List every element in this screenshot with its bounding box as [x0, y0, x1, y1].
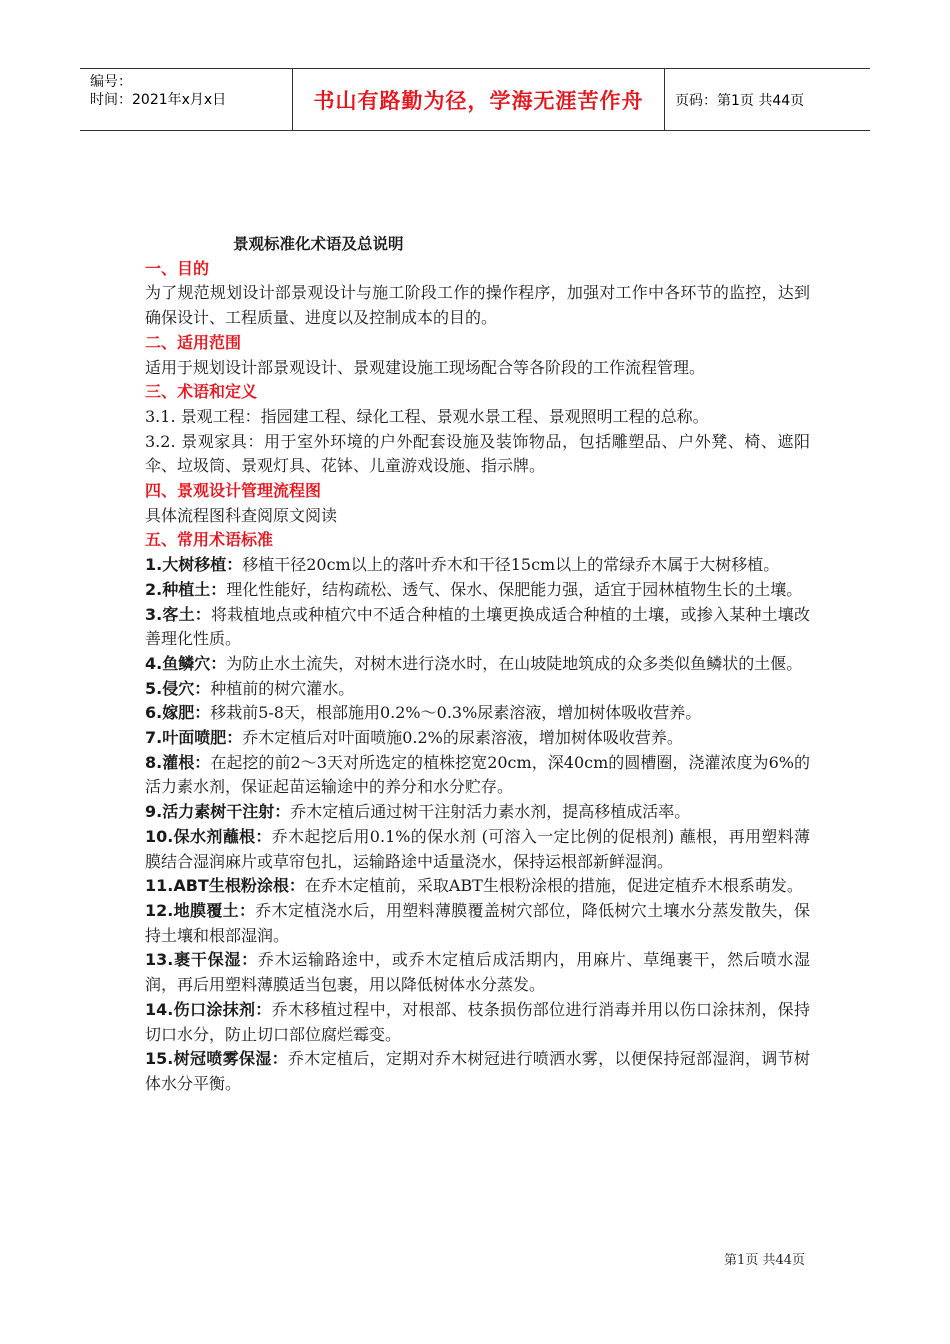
term-item: [145, 603, 810, 652]
term-name: 14.伤口涂抹剂：: [145, 999, 272, 1019]
term-name: 6.嫁肥：: [145, 703, 211, 723]
header-date: 时间：2021年x月x日: [90, 92, 227, 108]
term-name: 3.客土：: [145, 604, 211, 624]
header-page-number: 页码：第1页 共44页: [675, 92, 805, 109]
term-item: [145, 553, 810, 578]
page-footer-number: 第1页 共44页: [724, 1253, 805, 1268]
term-name: 12.地膜覆土：: [145, 900, 256, 920]
term-definition: 乔木运输路途中，或乔木定植后成活期内，用麻片、草绳裹干，然后喷水湿润，再后用塑料薄膜适当包裹，用以降低树体水分蒸发。: [145, 950, 810, 995]
page-header: [80, 68, 870, 131]
term-name: 7.叶面喷肥：: [145, 728, 243, 748]
section-text-purpose: 为了规范规划设计部景观设计与施工阶段工作的操作程序，加强对工作中各环节的监控，达到确保设计、工程质量、进度以及控制成本的目的。: [145, 283, 810, 328]
term-item: [145, 701, 810, 726]
term-definition: 乔木定植后，定期对乔木树冠进行喷洒水雾，以便保持冠部湿润，调节树体水分平衡。: [145, 1049, 810, 1093]
term-item: [145, 578, 810, 603]
term-definition: 将栽植地点或种植穴中不适合种植的土壤更换成适合种植的土壤，或掺入某种土壤改善理化性质。: [145, 604, 810, 649]
term-name: 13.裹干保湿：: [145, 950, 258, 970]
term-definition: 在起挖的前2～3天对所选定的植株挖宽20cm，深40cm的圆槽圈，浇灌浓度为6%的活力素水剂，保证起苗运输途中的养分和水分贮存。: [145, 752, 810, 797]
definition-paragraph: 3.1. 景观工程：指园建工程、绿化工程、景观水景工程、景观照明工程的总称。: [145, 406, 709, 426]
term-item: [145, 998, 810, 1047]
term-name: 2.种植土：: [145, 579, 227, 599]
term-name: 8.灌根：: [145, 752, 211, 772]
document-title: 景观标准化术语及总说明: [233, 235, 404, 253]
term-definition: 乔木定植后通过树干注射活力素水剂，提高移植成活率。: [290, 802, 691, 822]
term-item: [145, 677, 810, 702]
section-heading-scope: 二、适用范围: [145, 332, 242, 352]
header-number: 编号：: [90, 74, 132, 90]
term-item: [145, 899, 810, 948]
term-name: 1.大树移植：: [145, 555, 243, 575]
section-heading-flowchart: 四、景观设计管理流程图: [145, 481, 322, 501]
term-definition: 乔木定植后对叶面喷施0.2%的尿素溶液，增加树体吸收营养。: [242, 728, 683, 748]
term-name: 10.保水剂蘸根：: [145, 826, 272, 846]
term-name: 11.ABT生根粉涂根：: [145, 876, 305, 896]
term-item: [145, 652, 810, 677]
section-heading-terms: 三、术语和定义: [145, 382, 258, 402]
section-text-flowchart: 具体流程图科查阅原文阅读: [145, 505, 338, 525]
term-definition: 乔木移植过程中，对根部、枝条损伤部位进行消毒并用以伤口涂抹剂，保持切口水分，防止切口部位腐烂霉变。: [145, 999, 810, 1044]
term-item: [145, 800, 810, 825]
section-heading-purpose: 一、目的: [145, 258, 210, 278]
section-heading-common-terms: 五、常用术语标准: [145, 530, 274, 550]
term-item: [145, 1047, 810, 1096]
term-definition: 在乔木定植前，采取ABT生根粉涂根的措施，促进定植乔木根系萌发。: [304, 876, 803, 896]
term-definition: 为防止水土流失，对树木进行浇水时，在山坡陡地筑成的众多类似鱼鳞状的土偃。: [226, 653, 803, 673]
term-item: [145, 726, 810, 751]
term-definition: 乔木定植浇水后，用塑料薄膜覆盖树穴部位，降低树穴土壤水分蒸发散失，保持土壤和根部湿润。: [145, 900, 810, 945]
header-motto: 书山有路勤为径，学海无涯苦作舟: [293, 69, 665, 130]
term-definition: 种植前的树穴灌水。: [210, 678, 355, 698]
term-name: 4.鱼鳞穴：: [145, 653, 227, 673]
term-definition: 理化性能好，结构疏松、透气、保水、保肥能力强，适宜于园林植物生长的土壤。: [226, 579, 803, 599]
term-item: [145, 948, 810, 997]
section-text-scope: 适用于规划设计部景观设计、景观建设施工现场配合等各阶段的工作流程管理。: [145, 357, 706, 377]
term-list: [145, 553, 810, 1096]
term-name: 5.侵穴：: [145, 678, 211, 698]
term-definition: 乔木起挖后用0.1%的保水剂 (可溶入一定比例的促根剂) 蘸根，再用塑料薄膜结合湿润麻片或草帘包扎，运输路途中适量浇水，保持运根部新鲜湿润。: [145, 826, 810, 871]
term-definition: 移栽前5-8天，根部施用0.2%～0.3%尿素溶液，增加树体吸收营养。: [210, 703, 702, 723]
document-body: [145, 232, 810, 1097]
term-item: [145, 825, 810, 874]
term-item: [145, 751, 810, 800]
term-name: 9.活力素树干注射：: [145, 802, 291, 822]
term-definition: 移植干径20cm以上的落叶乔木和干径15cm以上的常绿乔木属于大树移植。: [242, 555, 780, 575]
definition-paragraph: 3.2. 景观家具：用于室外环境的户外配套设施及装饰物品，包括雕塑品、户外凳、椅、遮阳伞、垃圾筒、景观灯具、花钵、儿童游戏设施、指示牌。: [145, 431, 810, 476]
header-meta: [80, 69, 293, 130]
term-name: 15.树冠喷雾保湿：: [145, 1049, 288, 1069]
term-item: [145, 874, 810, 899]
